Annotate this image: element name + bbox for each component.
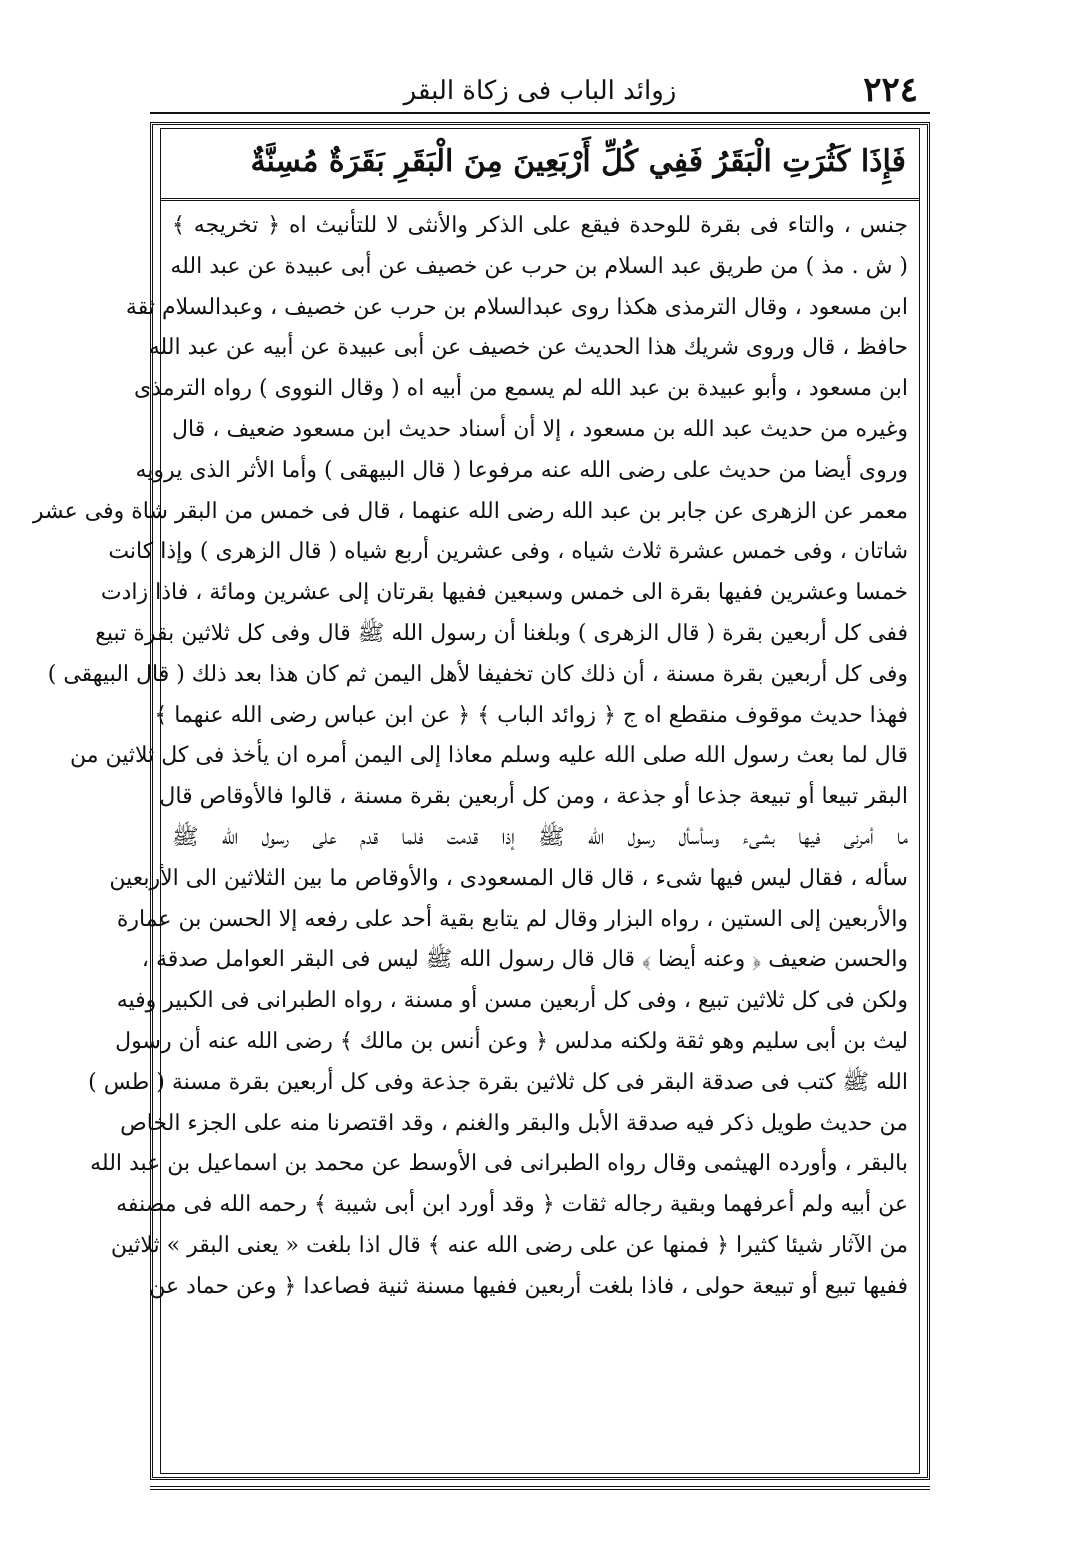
text-line: خمسا وعشرين ففيها بقرة الى خمس وسبعين ففيها بقرتان إلى عشرين ومائة ، فاذا زادت — [100, 580, 908, 606]
text-line: ما أمرنى فيها بشىء وسأسأل رسول الله ﷺ إذا قدمت فلما قدم على رسول الله ﷺ — [172, 824, 908, 850]
quran-verse: فَإِذَا كَثُرَتِ الْبَقَرُ فَفِي كُلِّ أَرْبَعِينَ مِنَ الْبَقَرِ بَقَرَةٌ مُسِنَّةٌ — [250, 144, 906, 179]
text-line: والأربعين إلى الستين ، رواه البزار وقال لم يتابع بقية أحد على رفعه إلا الحسن بن عمارة — [116, 906, 908, 932]
page-header — [150, 70, 930, 118]
text-line: جنس ، والتاء فى بقرة للوحدة فيقع على الذكر والأنثى لا للتأنيث اه ﴿ تخريجه ﴾ — [172, 213, 908, 238]
text-line: سأله ، فقال ليس فيها شىء ، قال قال المسعودى ، والأوقاص ما بين الثلاثين الى الأربعين — [109, 865, 908, 891]
text-line: عن أبيه ولم أعرفهما وبقية رجاله ثقات ﴿ وقد أورد ابن أبى شيبة ﴾ رحمه الله فى مصنفه — [116, 1192, 908, 1218]
text-line: ( ش . مذ ) من طريق عبد السلام بن حرب عن خصيف عن أبى عبيدة عن عبد الله — [170, 253, 908, 279]
text-line: قال لما بعث رسول الله صلى الله عليه وسلم معاذا إلى اليمن أمره ان يأخذ فى كل ثلاثين من — [69, 743, 908, 769]
header-rule — [150, 112, 930, 114]
text-line: وفى كل أربعين بقرة مسنة ، أن ذلك كان تخفيفا لأهل اليمن ثم كان هذا بعد ذلك ( قال البيهقى ) — [47, 661, 908, 687]
text-line: ففيها تبيع أو تبيعة حولى ، فاذا بلغت أربعين ففيها مسنة ثنية فصاعدا ﴿ وعن حماد عن — [149, 1273, 908, 1299]
text-line: وروى أيضا من حديث على رضى الله عنه مرفوعا ( قال البيهقى ) وأما الأثر الذى يرويه — [135, 457, 908, 483]
running-title: زوائد الباب فى زكاة البقر — [403, 76, 677, 106]
text-line: من حديث طويل ذكر فيه صدقة الأبل والبقر والغنم ، وقد اقتصرنا منه على الجزء الخاص — [120, 1110, 908, 1136]
text-line: ابن مسعود ، وأبو عبيدة بن عبد الله لم يسمع من أبيه اه ( وقال النووى ) رواه الترمذى — [134, 376, 908, 402]
text-line: معمر عن الزهرى عن جابر بن عبد الله رضى الله عنهما ، قال فى خمس من البقر شاة وفى عشر — [32, 498, 908, 524]
text-line: ولكن فى كل ثلاثين تبيع ، وفى كل أربعين مسن أو مسنة ، رواه الطبرانى فى الكبير وفيه — [116, 988, 908, 1014]
page-number: ٢٢٤ — [863, 70, 918, 110]
text-line: وغيره من حديث عبد الله بن مسعود ، إلا أن أسناد حديث ابن مسعود ضعيف ، قال — [172, 416, 908, 442]
text-line: بالبقر ، وأورده الهيثمى وقال رواه الطبرانى فى الأوسط عن محمد بن اسماعيل بن عبد الله — [90, 1151, 908, 1177]
verse-divider — [160, 198, 920, 201]
commentary-text — [32, 206, 908, 1308]
text-line: ليث بن أبى سليم وهو ثقة ولكنه مدلس ﴿ وعن أنس بن مالك ﴾ رضى الله عنه أن رسول — [115, 1028, 908, 1054]
text-line: ففى كل أربعين بقرة ( قال الزهرى ) وبلغنا أن رسول الله ﷺ قال وفى كل ثلاثين بقرة تبيع — [95, 620, 908, 646]
text-line: حافظ ، قال وروى شريك هذا الحديث عن خصيف عن أبى عبيدة عن أبيه عن عبد الله — [148, 335, 908, 361]
text-line: البقر تبيعا أو تبيعة جذعا أو جذعة ، ومن كل أربعين بقرة مسنة ، قالوا فالأوقاص قال — [159, 784, 908, 810]
text-line: ابن مسعود ، وقال الترمذى هكذا روى عبدالسلام بن حرب عن خصيف ، وعبدالسلام ثقة — [125, 294, 908, 320]
text-line: والحسن ضعيف ﴿ وعنه أيضا ﴾ قال قال رسول الله ﷺ ليس فى البقر العوامل صدقة ، — [141, 947, 908, 973]
footer-rule — [150, 1486, 930, 1490]
text-line: الله ﷺ كتب فى صدقة البقر فى كل ثلاثين بقرة جذعة وفى كل أربعين بقرة مسنة ( طس ) — [88, 1069, 908, 1095]
text-line: من الآثار شيئا كثيرا ﴿ فمنها عن على رضى الله عنه ﴾ قال اذا بلغت « يعنى البقر » ثلاثين — [110, 1232, 908, 1258]
text-line: فهذا حديث موقوف منقطع اه ج ﴿ زوائد الباب ﴾ ﴿ عن ابن عباس رضى الله عنهما ﴾ — [154, 702, 908, 728]
text-line: شاتان ، وفى خمس عشرة ثلاث شياه ، وفى عشرين أربع شياه ( قال الزهرى ) وإذا كانت — [108, 539, 908, 565]
